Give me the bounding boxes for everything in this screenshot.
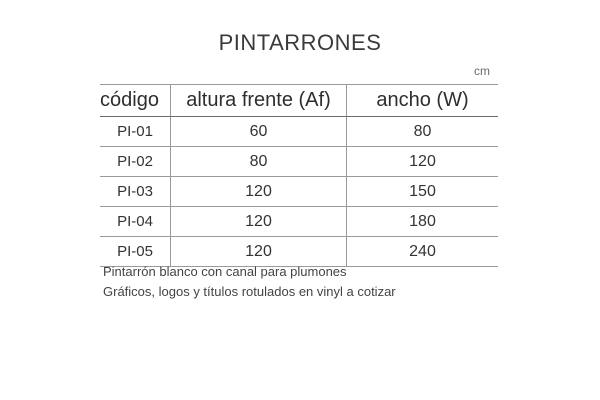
unit-label: cm xyxy=(474,64,490,78)
header-codigo: código xyxy=(100,89,159,111)
cell-altura: 120 xyxy=(170,177,346,206)
cell-ancho: 120 xyxy=(346,147,498,176)
cell-ancho: 80 xyxy=(346,117,498,146)
cell-ancho: 150 xyxy=(346,177,498,206)
notes xyxy=(103,262,396,302)
table-row xyxy=(100,117,498,147)
table-header-row xyxy=(100,85,498,117)
cell-altura: 120 xyxy=(170,207,346,236)
cell-altura: 120 xyxy=(170,237,346,266)
note-line: Gráficos, logos y títulos rotulados en vinyl a cotizar xyxy=(103,284,396,299)
table-row xyxy=(100,177,498,207)
table-row xyxy=(100,207,498,237)
product-table xyxy=(100,84,498,267)
cell-ancho: 180 xyxy=(346,207,498,236)
cell-altura: 80 xyxy=(170,147,346,176)
header-altura-frente: altura frente (Af) xyxy=(170,85,346,116)
cell-codigo: PI-04 xyxy=(117,213,153,230)
cell-ancho: 240 xyxy=(346,237,498,266)
cell-codigo: PI-03 xyxy=(117,183,153,200)
page-title: PINTARRONES xyxy=(218,30,382,55)
cell-codigo: PI-05 xyxy=(117,243,153,260)
cell-altura: 60 xyxy=(170,117,346,146)
header-ancho: ancho (W) xyxy=(346,85,498,116)
note-line: Pintarrón blanco con canal para plumones xyxy=(103,264,347,279)
cell-codigo: PI-01 xyxy=(117,123,153,140)
cell-codigo: PI-02 xyxy=(117,153,153,170)
table-row xyxy=(100,147,498,177)
